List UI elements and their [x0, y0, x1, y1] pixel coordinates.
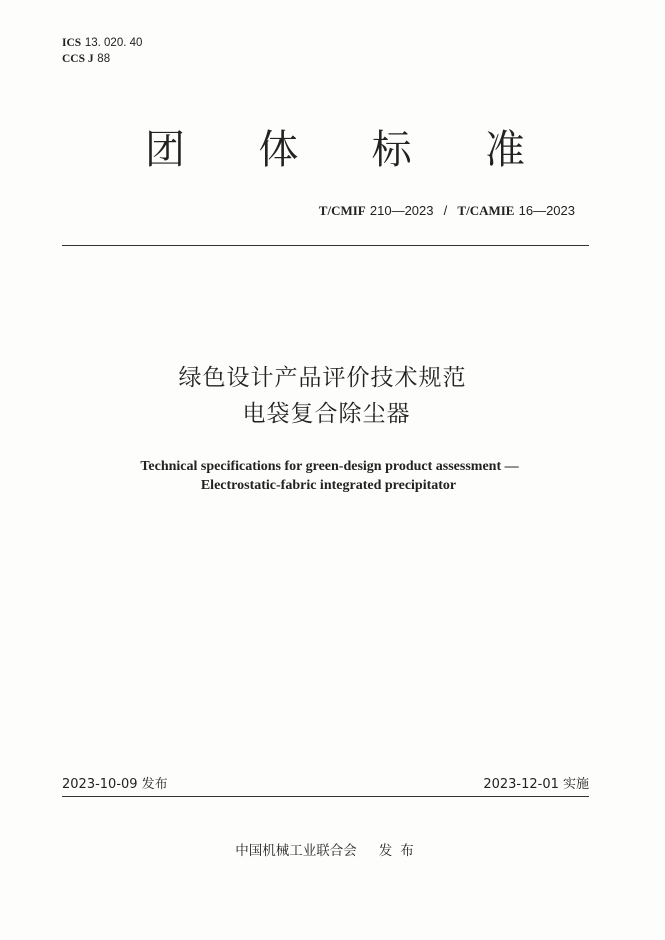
chinese-title-line-2: 电袋复合除尘器: [242, 401, 411, 427]
standard-type-char: 准: [484, 127, 525, 173]
standard-code-1: T/CMIF: [318, 203, 366, 218]
standard-type-heading: [145, 124, 525, 176]
ics-label: ICS: [62, 37, 82, 49]
implementation-date: 2023-12-01 实施: [483, 777, 589, 792]
standard-num-2: 16—2023: [518, 203, 575, 218]
publisher: [0, 842, 665, 860]
publisher-action: 发布: [378, 843, 422, 859]
english-title-line-2: Electrostatic-fabric integrated precipitator: [200, 478, 457, 493]
standard-num-1: 210—2023: [369, 203, 434, 218]
standard-type-char: 标: [371, 127, 412, 173]
standard-type-char: 团: [145, 127, 185, 173]
bottom-divider: [62, 796, 589, 797]
standard-number: [319, 203, 575, 220]
standard-code-2: T/CAMIE: [457, 203, 515, 218]
standard-separator: /: [443, 203, 448, 218]
standard-type-char: 体: [258, 127, 299, 173]
issue-date: 2023-10-09 发布: [62, 777, 168, 792]
chinese-title-line-1: 绿色设计产品评价技术规范: [178, 365, 467, 391]
ccs-code: [62, 51, 142, 67]
ics-code: [62, 35, 142, 51]
ics-value: 13. 020. 40: [84, 37, 143, 49]
english-title-line-1: Technical specifications for green-design product assessment —: [140, 459, 519, 474]
ccs-value: 88: [97, 53, 111, 65]
top-divider: [62, 245, 589, 246]
publisher-organization: 中国机械工业联合会: [235, 843, 357, 859]
ccs-label: CCS J: [62, 53, 94, 65]
classification-codes: [62, 35, 142, 67]
